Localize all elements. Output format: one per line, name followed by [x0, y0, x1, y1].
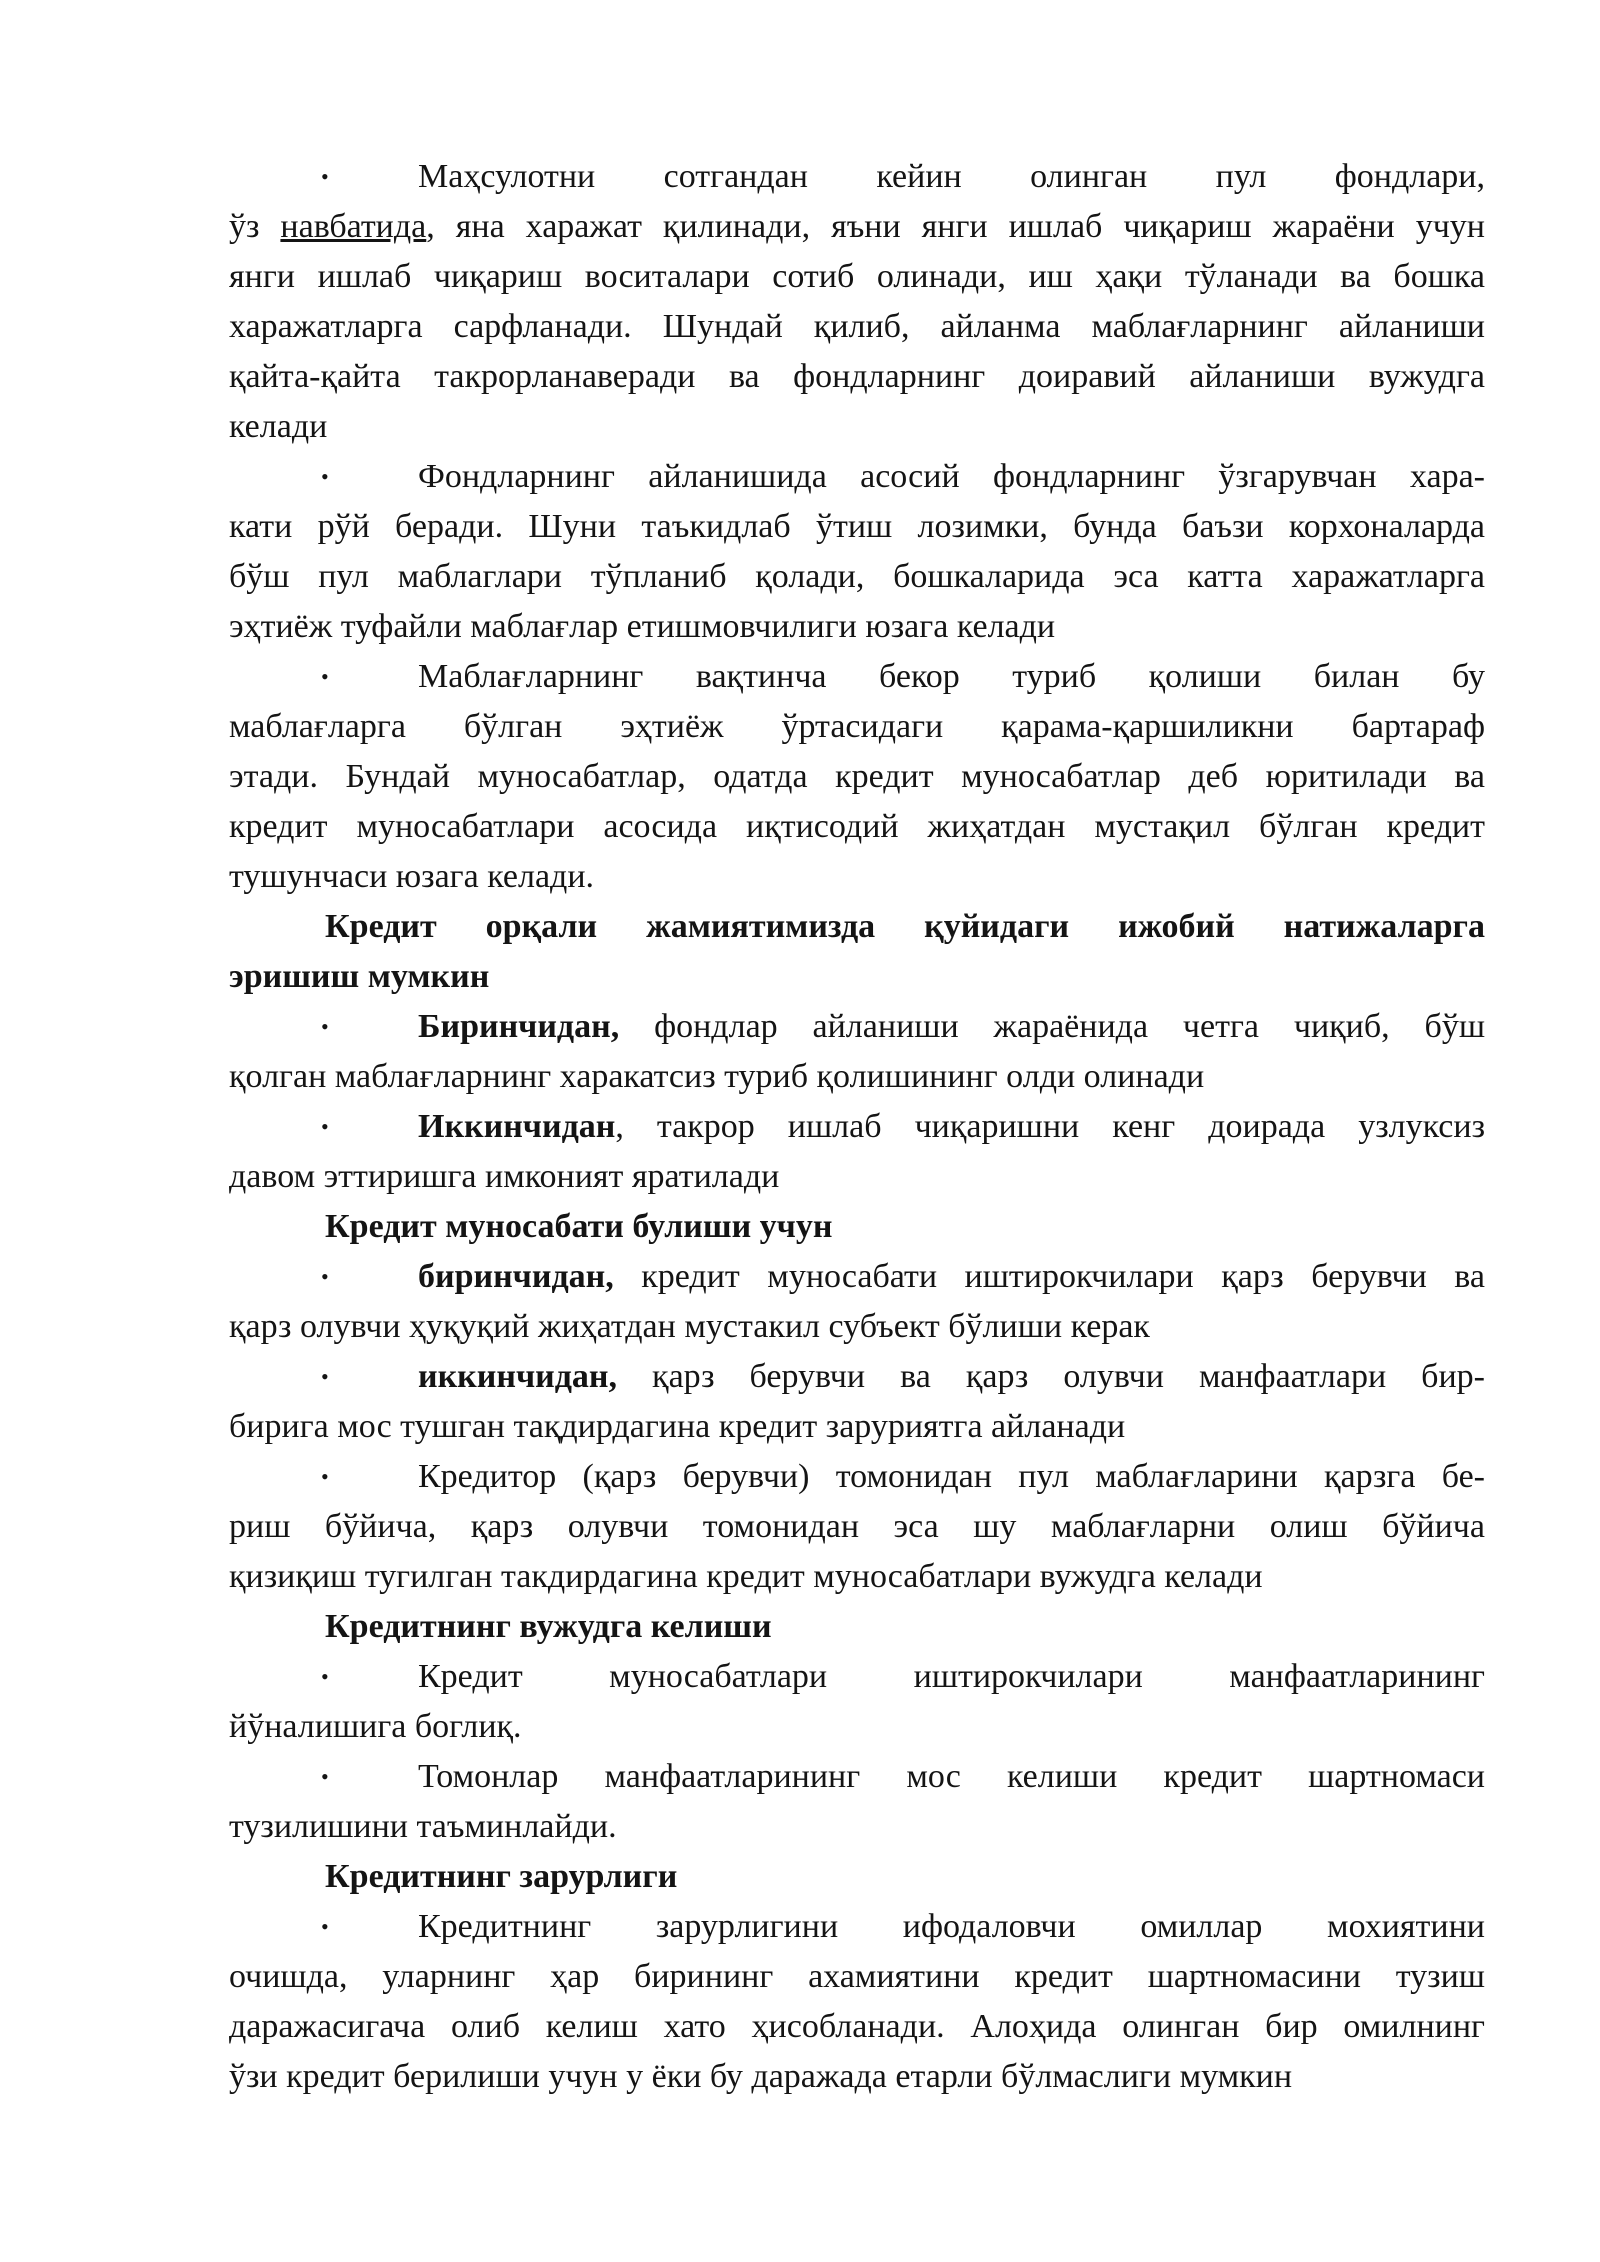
text-run: кредит муносабати иштирокчилари қарз берувчи ва [613, 1258, 1485, 1295]
text-line [229, 152, 1485, 202]
bullet-icon: • [321, 1114, 329, 1139]
bullet-paragraph [229, 1252, 1485, 1352]
text-run: риш бўйича, қарз олувчи томонидан эса шу маблағларни олиш бўйича [229, 1508, 1485, 1545]
text-run: янги ишлаб чиқариш воситалари сотиб олинади, иш ҳақи тўланади ва бошка [229, 258, 1485, 295]
text-line [229, 1702, 1485, 1752]
bullet-paragraph [229, 1002, 1485, 1102]
text-run: эҳтиёж туфайли маблағлар етишмовчилиги юзага келади [229, 608, 1056, 645]
bullet-paragraph [229, 1652, 1485, 1752]
text-line [229, 652, 1485, 702]
text-line [229, 1552, 1485, 1602]
text-line [229, 202, 1485, 252]
text-run: харажатларга сарфланади. Шундай қилиб, айланма маблағларнинг айланиши [229, 308, 1485, 345]
bullet-icon: • [321, 664, 329, 689]
text-line [229, 802, 1485, 852]
text-run: қизиқиш тугилган такдирдагина кредит муносабатлари вужудга келади [229, 1558, 1263, 1595]
text-run: Кредитнинг зарурлиги [325, 1858, 678, 1895]
text-line [229, 902, 1485, 952]
text-line [229, 1502, 1485, 1552]
text-run: фондлар айланиши жараёнида четга чиқиб, бўш [619, 1008, 1485, 1045]
text-line [229, 1152, 1485, 1202]
text-run: ўзи кредит берилиши учун у ёки бу даражада етарли бўлмаслиги мумкин [229, 2058, 1293, 2095]
bullet-paragraph [229, 1102, 1485, 1202]
bold-text: иккинчидан, [418, 1358, 618, 1395]
section-heading [229, 902, 1485, 1002]
text-run: бўш пул маблаглари тўпланиб қолади, бошкаларида эса катта харажатларга [229, 558, 1485, 595]
text-run: бирига мос тушган тақдирдагина кредит заруриятга айланади [229, 1408, 1126, 1445]
text-run: маблағларга бўлган эҳтиёж ўртасидаги қарама-қаршиликни бартараф [229, 708, 1485, 745]
text-line [229, 952, 1485, 1002]
bullet-icon: • [321, 1464, 329, 1489]
bullet-icon: • [321, 1764, 329, 1789]
text-run: Томонлар манфаатларининг мос келиши кредит шартномаси [418, 1758, 1485, 1795]
text-line [229, 1452, 1485, 1502]
text-run: очишда, уларнинг ҳар бирининг ахамиятини кредит шартномасини тузиш [229, 1958, 1485, 1995]
text-run: , такрор ишлаб чиқаришни кенг доирада узлуксиз [615, 1108, 1485, 1145]
text-run: Кредитор (қарз берувчи) томонидан пул маблағларини қарзга бе- [418, 1458, 1485, 1495]
text-line [229, 702, 1485, 752]
text-run: эришиш мумкин [229, 958, 490, 995]
text-line [229, 1602, 1485, 1652]
bullet-icon: • [321, 1364, 329, 1389]
bullet-icon: • [321, 464, 329, 489]
text-run: кати рўй беради. Шуни таъкидлаб ўтиш лозимки, бунда баъзи корхоналарда [229, 508, 1485, 545]
text-line [229, 1802, 1485, 1852]
text-line [229, 1052, 1485, 1102]
text-run: Маблағларнинг вақтинча бекор туриб қолиши билан бу [418, 658, 1485, 695]
text-run: Кредит орқали жамиятимизда қуйидаги ижобий натижаларга [325, 908, 1485, 945]
text-run: қарз берувчи ва қарз олувчи манфаатлари бир- [617, 1358, 1485, 1395]
text-line [229, 452, 1485, 502]
text-run: тушунчаси юзага келади. [229, 858, 595, 895]
text-line [229, 752, 1485, 802]
document-page [229, 152, 1485, 2102]
text-run: қарз олувчи ҳуқуқий жиҳатдан мустакил субъект бўлиши керак [229, 1308, 1150, 1345]
bullet-paragraph [229, 1352, 1485, 1452]
text-run: тузилишини таъминлайди. [229, 1808, 617, 1845]
bullet-icon: • [321, 1264, 329, 1289]
text-run: этади. Бундай муносабатлар, одатда кредит муносабатлар деб юритилади ва [229, 758, 1485, 795]
text-line [229, 1002, 1485, 1052]
text-run: Кредитнинг зарурлигини ифодаловчи омиллар мохиятини [418, 1908, 1485, 1945]
text-run: ўз [229, 208, 281, 245]
bullet-icon: • [321, 164, 329, 189]
text-run: қолган маблағларнинг харакатсиз туриб қолишининг олди олинади [229, 1058, 1205, 1095]
text-run: кредит муносабатлари асосида иқтисодий жиҳатдан мустақил бўлган кредит [229, 808, 1485, 845]
text-run: қайта-қайта такрорланаверади ва фондларнинг доиравий айланиши вужудга [229, 358, 1485, 395]
text-run: Кредит муносабати булиши учун [325, 1208, 833, 1245]
text-run: даражасигача олиб келиш хато ҳисобланади. Алоҳида олинган бир омилнинг [229, 2008, 1485, 2045]
text-line [229, 602, 1485, 652]
text-line [229, 402, 1485, 452]
text-run: давом эттиришга имконият яратилади [229, 1158, 780, 1195]
bullet-icon: • [321, 1014, 329, 1039]
text-line [229, 1352, 1485, 1402]
text-run: Кредитнинг вужудга келиши [325, 1608, 772, 1645]
bold-text: Иккинчидан [418, 1108, 616, 1145]
underlined-text: навбатида [280, 208, 427, 245]
text-line [229, 852, 1485, 902]
bullet-paragraph [229, 1752, 1485, 1852]
section-heading [229, 1852, 1485, 1902]
text-line [229, 2052, 1485, 2102]
bullet-paragraph [229, 1452, 1485, 1602]
bold-text: биринчидан, [418, 1258, 614, 1295]
bullet-paragraph [229, 152, 1485, 452]
text-line [229, 1102, 1485, 1152]
text-line [229, 1752, 1485, 1802]
bold-text: Биринчидан, [418, 1008, 620, 1045]
text-line [229, 1202, 1485, 1252]
section-heading [229, 1202, 1485, 1252]
text-line [229, 502, 1485, 552]
bullet-icon: • [321, 1914, 329, 1939]
bullet-icon: • [321, 1664, 329, 1689]
text-line [229, 302, 1485, 352]
text-line [229, 1902, 1485, 1952]
text-run: йўналишига боглиқ. [229, 1708, 522, 1745]
text-line [229, 1402, 1485, 1452]
text-run: келади [229, 408, 328, 445]
text-line [229, 552, 1485, 602]
section-heading [229, 1602, 1485, 1652]
text-run: Фондларнинг айланишида асосий фондларнинг ўзгарувчан хара- [418, 458, 1485, 495]
text-line [229, 1652, 1485, 1702]
text-run: Маҳсулотни сотгандан кейин олинган пул фондлари, [418, 158, 1485, 195]
bullet-paragraph [229, 1902, 1485, 2102]
text-line [229, 1252, 1485, 1302]
text-line [229, 2002, 1485, 2052]
text-line [229, 252, 1485, 302]
text-line [229, 1852, 1485, 1902]
bullet-paragraph [229, 452, 1485, 652]
text-line [229, 1952, 1485, 2002]
text-line [229, 1302, 1485, 1352]
text-run: , яна харажат қилинади, яъни янги ишлаб чиқариш жараёни учун [426, 208, 1486, 245]
text-line [229, 352, 1485, 402]
bullet-paragraph [229, 652, 1485, 902]
text-run: Кредит муносабатлари иштирокчилари манфаатларининг [418, 1658, 1485, 1695]
